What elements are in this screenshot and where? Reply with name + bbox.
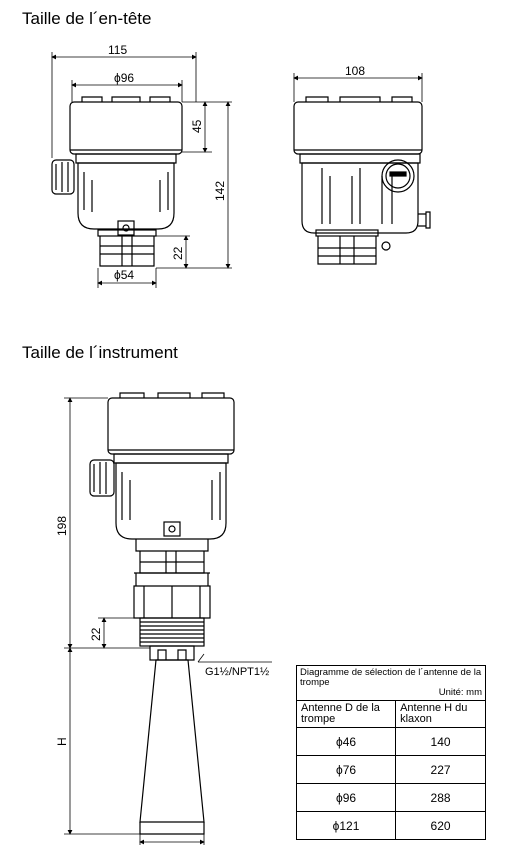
dim-side-width: 108	[345, 64, 366, 78]
table-cell-height: 620	[396, 812, 486, 840]
dim-head-height: 142	[213, 180, 227, 201]
table-cell-height: 288	[396, 784, 486, 812]
table-caption-cell	[297, 666, 486, 701]
instrument-view	[90, 393, 234, 834]
head-side-view	[294, 97, 430, 264]
table-row	[297, 812, 486, 840]
table-header-height: Antenne H du klaxon	[396, 701, 486, 728]
heading-head-size: Taille de l´en-tête	[22, 9, 152, 28]
front-view-dimension-lines	[52, 52, 232, 288]
table-cell-height: 227	[396, 756, 486, 784]
table-row	[297, 728, 486, 756]
table-cell-diameter: ϕ46	[297, 728, 396, 756]
dim-base-diameter: ϕ54	[114, 268, 135, 282]
dim-horn-height: H	[55, 737, 69, 746]
dim-connector-height: 22	[171, 246, 185, 260]
dim-thread-spec: G1½/NPT1½	[205, 666, 270, 678]
table-cell-diameter: ϕ76	[297, 756, 396, 784]
table-row	[297, 784, 486, 812]
table-cell-diameter: ϕ96	[297, 784, 396, 812]
head-front-view	[52, 97, 182, 266]
table-cell-diameter: ϕ121	[297, 812, 396, 840]
dim-instrument-height: 198	[55, 515, 69, 536]
dim-head-diameter: ϕ96	[114, 71, 135, 85]
dim-thread-height: 22	[89, 627, 103, 641]
table-header-diameter: Antenne D de la trompe	[297, 701, 396, 728]
heading-instrument-size: Taille de l´instrument	[22, 343, 178, 362]
table-row	[297, 756, 486, 784]
table-caption: Diagramme de sélection de l´antenne de la trompe	[300, 667, 482, 688]
table-unit: Unité: mm	[438, 687, 482, 698]
dim-top-height: 45	[190, 119, 204, 133]
table-cell-height: 140	[396, 728, 486, 756]
dim-head-width: 115	[108, 43, 128, 57]
antenna-selection-table	[296, 665, 486, 840]
